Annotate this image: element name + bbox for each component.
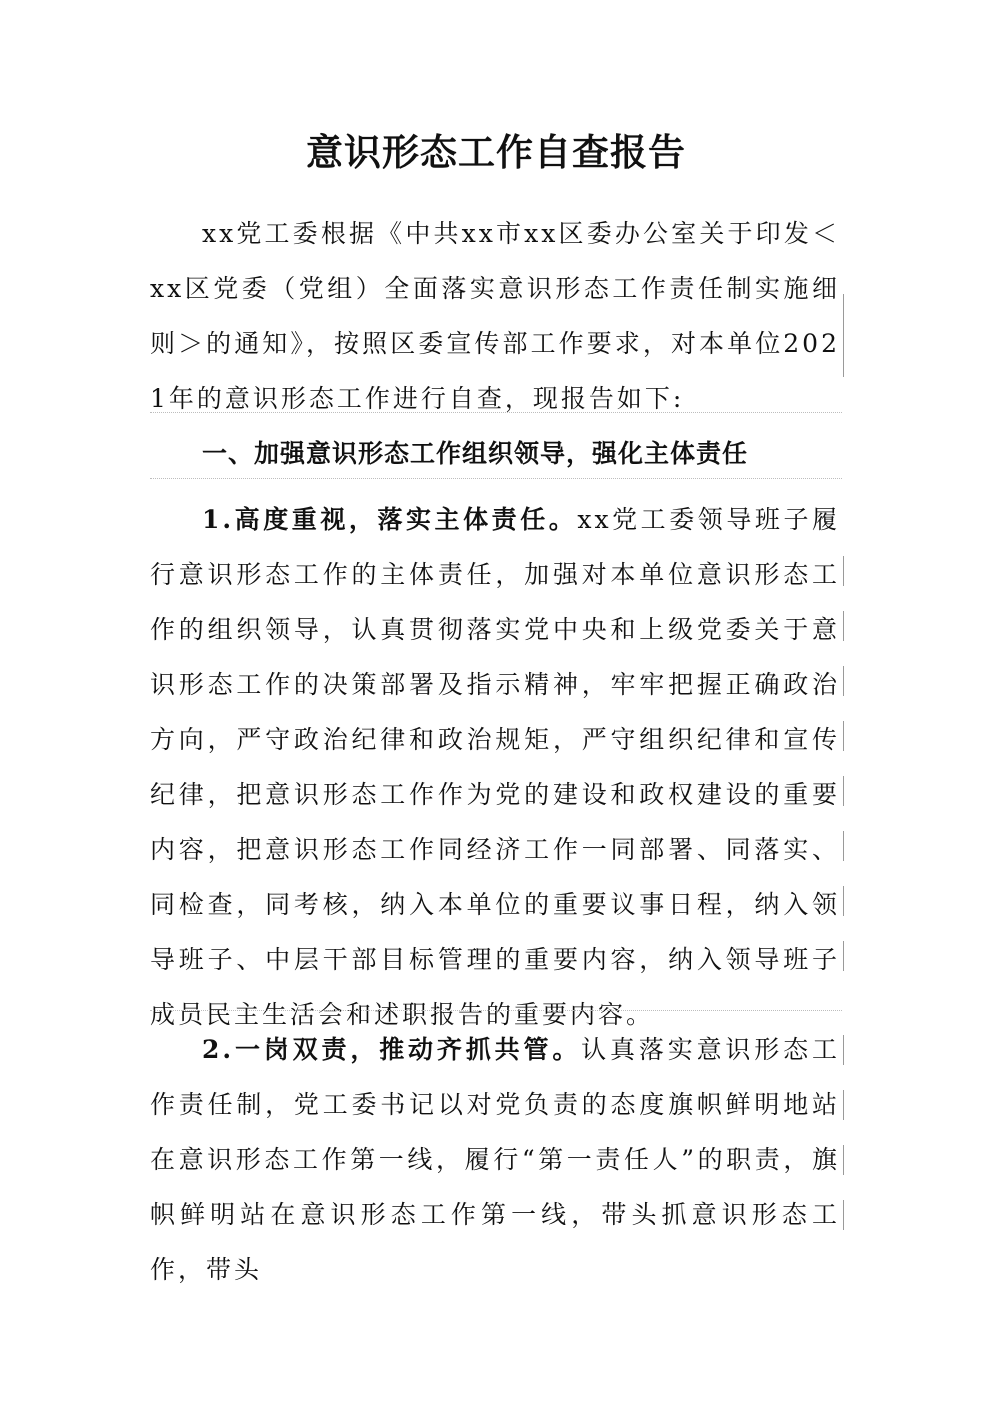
item1-paragraph xyxy=(150,492,840,1042)
line-edge-marker xyxy=(843,611,844,641)
section1-heading-block xyxy=(150,426,840,481)
line-edge-marker xyxy=(843,776,844,806)
line-edge-marker xyxy=(843,886,844,916)
item1-lead: 1.高度重视，落实主体责任。 xyxy=(202,505,578,534)
intro-block xyxy=(150,206,840,426)
paragraph-separator xyxy=(150,1010,842,1011)
line-edge-marker xyxy=(843,1035,844,1065)
item1-block xyxy=(150,492,840,1042)
paragraph-separator xyxy=(150,478,842,479)
line-edge-marker xyxy=(843,666,844,696)
line-edge-marker xyxy=(843,831,844,861)
section-heading: 一、加强意识形态工作组织领导，强化主体责任 xyxy=(202,439,749,468)
line-edge-marker xyxy=(843,1090,844,1120)
line-edge-marker xyxy=(843,941,844,971)
item2-lead: 2.一岗双责，推动齐抓共管。 xyxy=(202,1035,582,1064)
item2-paragraph xyxy=(150,1022,840,1297)
item2-body: 认真落实意识形态工作责任制，党工委书记以对党负责的态度旗帜鲜明地站在意识形态工作第一线，履行“第一责任人”的职责，旗帜鲜明站在意识形态工作第一线，带头抓意识形态工作，带头 xyxy=(150,1035,840,1284)
line-edge-marker xyxy=(843,1145,844,1175)
item1-body: xx党工委领导班子履行意识形态工作的主体责任，加强对本单位意识形态工作的组织领导，认真贯彻落实党中央和上级党委关于意识形态工作的决策部署及指示精神，牢牢把握正确政治方向，严守政治纪律和政治规矩，严守组织纪律和宣传纪律，把意识形态工作作为党的建设和政权建设的重要内容，把意识形态工作同经济工作一同部署、同落实、同检查，同考核，纳入本单位的重要议事日程，纳入领导班子、中层干部目标管理的重要内容，纳入领导班子成员民主生活会和述职报告的重要内容。 xyxy=(150,505,840,1029)
page-title: 意识形态工作自查报告 xyxy=(306,130,686,174)
line-edge-marker xyxy=(843,721,844,751)
paragraph-separator xyxy=(150,412,842,413)
intro-paragraph: xx党工委根据《中共xx市xx区委办公室关于印发＜xx区党委（党组）全面落实意识形态工作责任制实施细则＞的通知》，按照区委宣传部工作要求，对本单位2021年的意识形态工作进行自查，现报告如下: xyxy=(150,219,840,413)
item2-block xyxy=(150,1022,840,1297)
line-edge-marker xyxy=(843,294,844,324)
line-edge-marker xyxy=(843,556,844,586)
line-edge-marker xyxy=(843,1200,844,1230)
line-edge-marker xyxy=(843,322,844,377)
